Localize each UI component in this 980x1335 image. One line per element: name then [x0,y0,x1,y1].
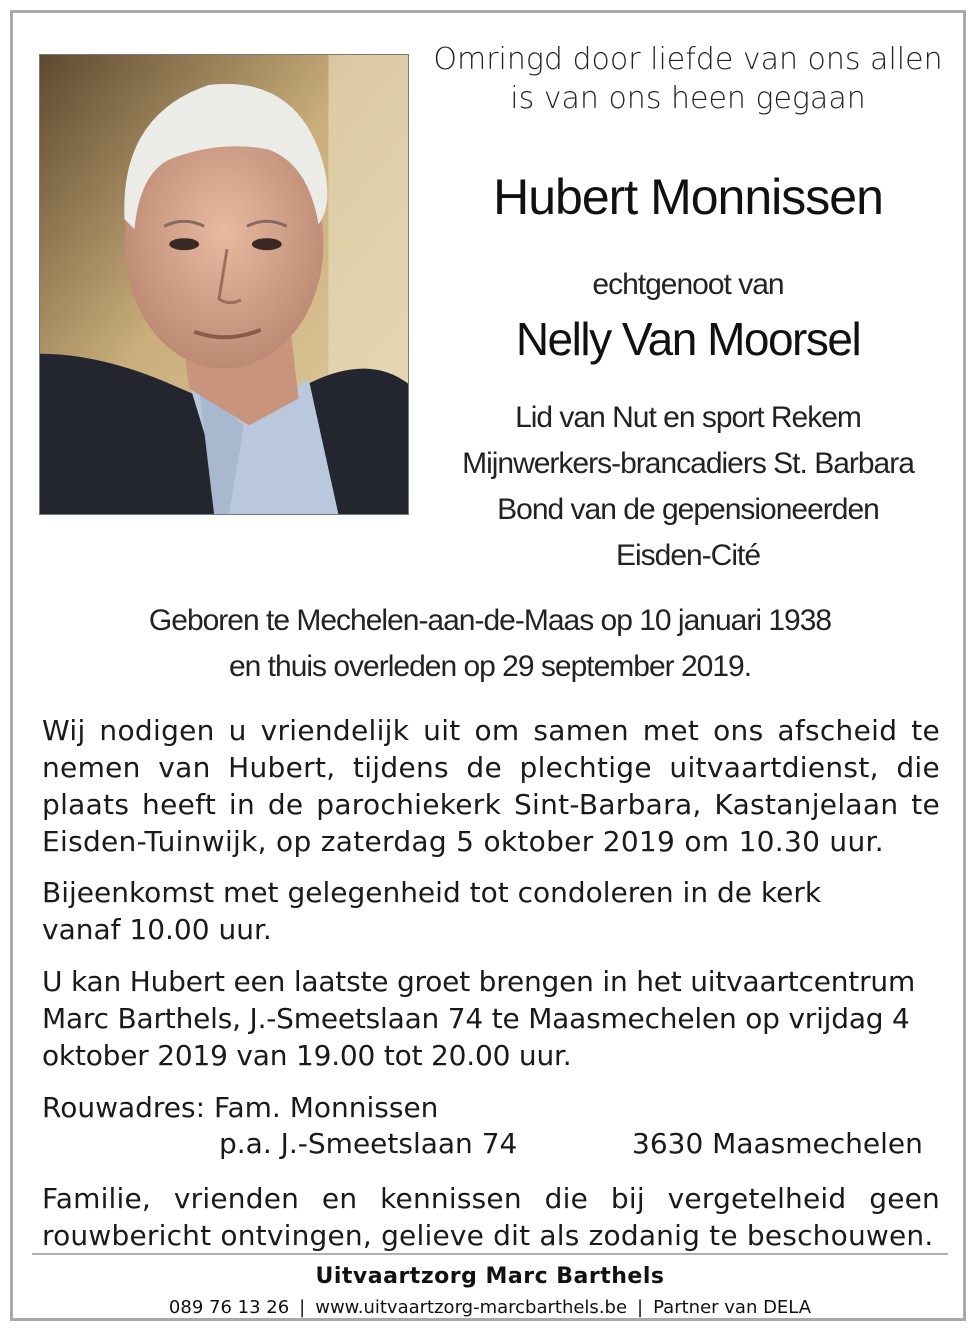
footer-separator: | [299,1297,306,1318]
footer-separator: | [637,1297,644,1318]
life-dates [40,598,940,690]
death-line: en thuis overleden op 29 september 2019. [228,650,752,683]
intro-line-2: is van ons heen gegaan [510,81,866,116]
spouse-label: echtgenoot van [592,268,784,301]
membership-item: Lid van Nut en sport Rekem [515,401,861,434]
portrait-photo [39,54,409,515]
gathering-paragraph [42,874,940,948]
intro-text [420,40,956,118]
membership-item: Eisden-Cité [615,539,761,572]
address-city: 3630 Maasmechelen [632,1127,923,1160]
funeral-company-name: Uitvaartzorg Marc Barthels [315,1264,665,1289]
address-street: p.a. J.-Smeetslaan 74 [219,1127,518,1160]
closing-paragraph: Familie, vrienden en kennissen die bij vergetelheid geen rouwbericht ontvingen, gelieve dit als zodanig te beschouwen. [42,1182,940,1252]
mourning-address [42,1090,940,1162]
farewell-paragraph: U kan Hubert een laatste groet brengen in het uitvaartcentrum Marc Barthels, J.-Smeetslaan 74 te Maasmechelen op vrijdag 4 oktober 2019 van 19.00 tot 20.00 uur. [42,965,916,1072]
portrait-illustration [40,55,408,514]
address-label: Rouwadres: Fam. Monnissen [42,1091,439,1124]
intro-line-1: Omringd door liefde van ons allen [433,42,943,77]
footer-website-link[interactable]: www.uitvaartzorg-marcbarthels.be [315,1297,628,1318]
gathering-line-2: vanaf 10.00 uur. [42,913,272,946]
memberships-list [420,395,956,579]
footer-partner: Partner van DELA [653,1297,812,1318]
birth-line: Geboren te Mechelen-aan-de-Maas op 10 januari 1938 [148,604,832,637]
membership-item: Mijnwerkers-brancadiers St. Barbara [462,447,914,480]
footer-divider [32,1253,948,1255]
footer-phone: 089 76 13 26 [168,1297,290,1318]
footer-contact [0,1297,980,1318]
deceased-name: Hubert Monnissen [493,169,883,225]
membership-item: Bond van de gepensioneerden [497,493,879,526]
gathering-line-1: Bijeenkomst met gelegenheid tot condoleren in de kerk [42,876,822,909]
invitation-paragraph: Wij nodigen u vriendelijk uit om samen met ons afscheid te nemen van Hubert, tijdens de plechtige uitvaartdienst, die plaats heeft in de parochiekerk Sint-Barbara, Kastanjelaan te Eisden-Tuinwijk, op zaterdag 5 oktober 2019 om 10.30 uur. [42,714,940,858]
spouse-name: Nelly Van Moorsel [515,313,861,365]
